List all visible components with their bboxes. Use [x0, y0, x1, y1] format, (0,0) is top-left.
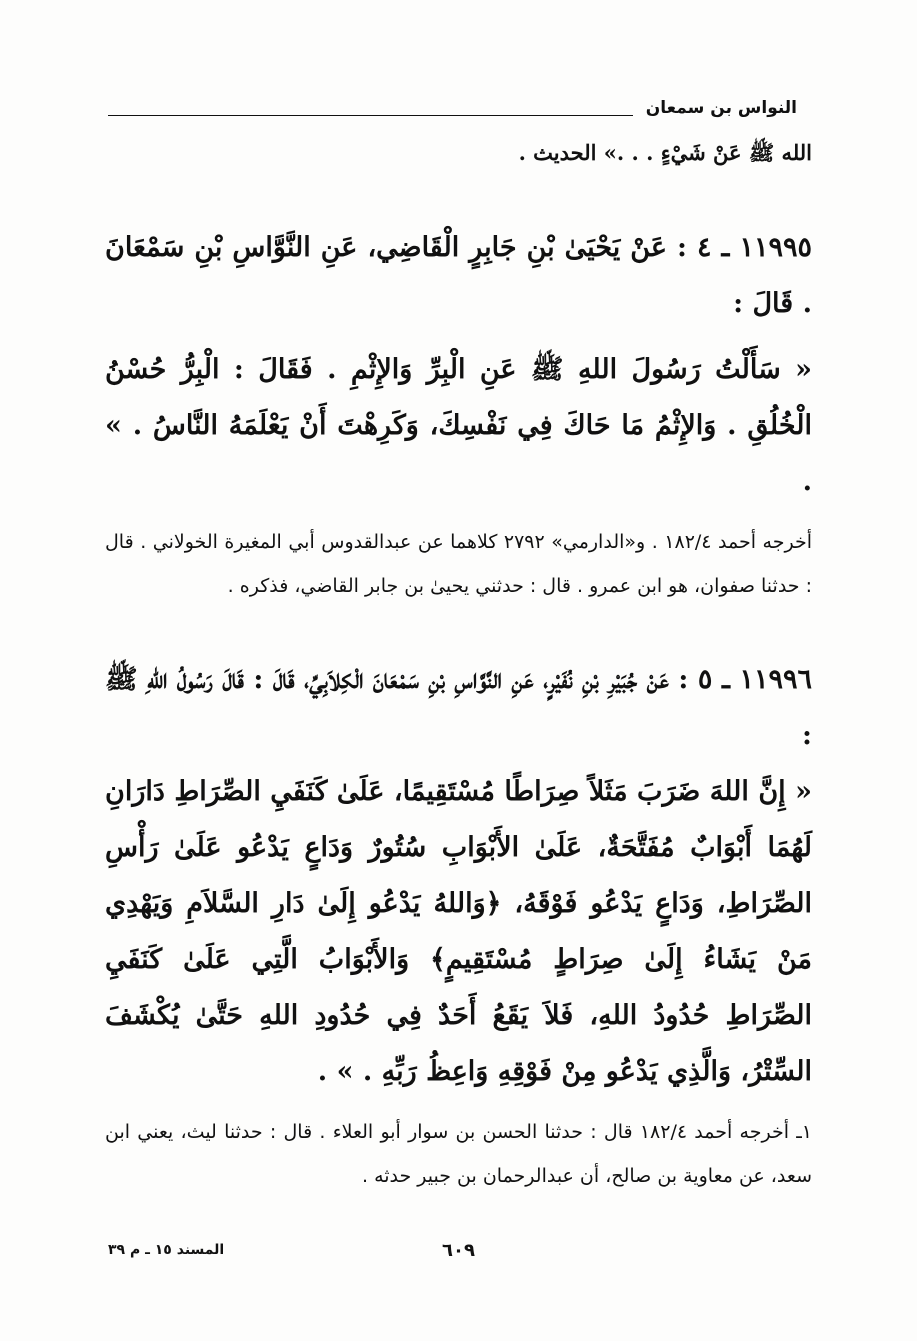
hadith-text: « إِنَّ اللهَ ضَرَبَ مَثَلاً صِرَاطًا مُسْتَقِيمًا، عَلَىٰ كَنَفَيِ الصِّرَاطِ دَارَانِ لَهُمَا أَبْوَابٌ مُفَتَّحَةٌ، عَلَىٰ الأَبْوَابِ سُتُورٌ وَدَاعٍ يَدْعُو عَلَىٰ رَأْسِ الصِّرَاطِ، وَدَاعٍ يَدْعُو فَوْقَهُ، ﴿وَاللهُ يَدْعُو إِلَىٰ دَارِ السَّلاَمِ وَيَهْدِي مَنْ يَشَاءُ إِلَىٰ صِرَاطٍ مُسْتَقِيمٍ﴾ وَالأَبْوَابُ الَّتِي عَلَىٰ كَنَفَيِ الصِّرَاطِ حُدُودُ اللهِ، فَلاَ يَقَعُ أَحَدٌ فِي حُدُودِ اللهِ حَتَّىٰ يُكْشَفَ السِّتْرُ، وَالَّذِي يَدْعُو مِنْ فَوْقِهِ وَاعِظُ رَبِّهِ . » .: [105, 776, 812, 1087]
takhrij-note: أخرجه أحمد ١٨٢/٤ . و«الدارمي» ٢٧٩٢ كلاهما عن عبدالقدوس أبي المغيرة الخولاني . قال : حدثنا صفوان، هو ابن عمرو . قال : حدثني يحيىٰ بن جابر القاضي، فذكره .: [105, 531, 812, 597]
spacer: [105, 1100, 812, 1110]
carry-over-text: الله ﷺ عَنْ شَيْءٍ . . .» الحديث .: [518, 140, 812, 165]
hadith-text: « سَأَلْتُ رَسُولَ اللهِ ﷺ عَنِ الْبِرِّ وَالإِثْمِ . فَقَالَ : الْبِرُّ حُسْنُ الْخُلُقِ . وَالإِثْمُ مَا حَاكَ فِي نَفْسِكَ، وَكَرِهْتَ أَنْ يَعْلَمَهُ النَّاسُ . » .: [105, 354, 812, 497]
running-header: [108, 98, 809, 128]
hadith-heading: ١١٩٩٦ ـ ٥ : عَنْ جُبَيْرِ بْنِ نُفَيْرٍ، عَنِ النَّوَّاسِ بْنِ سَمْعَانَ الْكِلاَبِيِّ، قَالَ : قَالَ رَسُولُ اللهِ ﷺ :: [105, 664, 812, 751]
page-number: ٦٠٩: [442, 1240, 475, 1261]
running-title: النواس بن سمعان: [645, 98, 797, 118]
header-rule: [108, 115, 633, 116]
hadith-heading: ١١٩٩٥ ـ ٤ : عَنْ يَحْيَىٰ بْنِ جَابِرٍ الْقَاضِي، عَنِ النَّوَّاسِ بْنِ سَمْعَانَ . قَالَ :: [105, 232, 812, 319]
spacer: [105, 332, 812, 342]
hadith-11995: [105, 220, 812, 608]
spacer: [105, 510, 812, 520]
page-footer: [108, 1240, 809, 1270]
hadith-11996: [105, 652, 812, 1198]
takhrij-note: ١ـ أخرجه أحمد ١٨٢/٤ قال : حدثنا الحسن بن سوار أبو العلاء . قال : حدثنا ليث، يعني ابن سعد، عن معاوية بن صالح، أن عبدالرحمان بن جبير حدثه .: [105, 1121, 812, 1187]
signature-mark: المسند ١٥ ـ م ٣٩: [108, 1242, 225, 1258]
spacer: [105, 176, 812, 220]
spacer: [105, 608, 812, 652]
page-content: [105, 130, 812, 1198]
